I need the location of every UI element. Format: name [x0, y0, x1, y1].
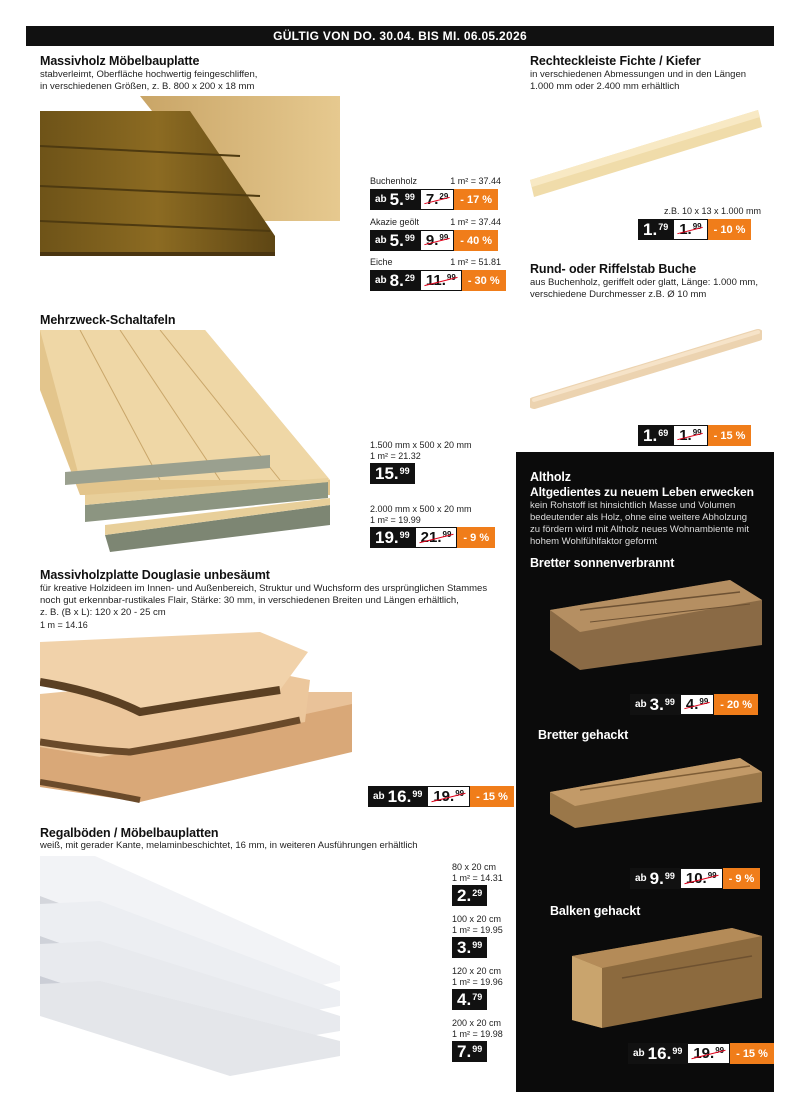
price-dec: 99	[455, 789, 465, 798]
bretter-gehackt-image	[550, 758, 762, 828]
rechteck-title: Rechteckleiste Fichte / Kiefer	[530, 54, 701, 68]
altholz-desc-line: zu fördern wird mit Altholz neues Wohnambiente mit	[530, 524, 749, 535]
discount-badge: - 9 %	[457, 527, 495, 548]
price-int: 8.	[389, 270, 404, 290]
discount-badge: - 15 %	[470, 786, 514, 807]
regal-title: Regalböden / Möbelbauplatten	[40, 826, 219, 840]
rechteck-desc-line: 1.000 mm oder 2.400 mm erhältlich	[530, 81, 680, 92]
price-tag	[370, 270, 506, 291]
price-dec: 99	[472, 1043, 483, 1054]
price-dec: 99	[692, 428, 702, 437]
price-int: 9.	[649, 868, 664, 888]
price-dec: 99	[404, 232, 415, 243]
rechteckleiste-image	[530, 105, 762, 197]
new-price	[628, 1043, 687, 1064]
douglasie-title: Massivholzplatte Douglasie unbesäumt	[40, 568, 270, 582]
massivholz-item-akazie	[370, 217, 501, 227]
altholz-desc	[530, 500, 766, 548]
price-dec: 99	[412, 788, 423, 799]
unit-price: 1 m² = 21.32	[370, 451, 421, 461]
price-int: 1.	[643, 425, 658, 445]
price-tag	[452, 885, 487, 906]
regal-2-info	[452, 914, 503, 936]
new-price	[370, 463, 415, 484]
new-price	[452, 885, 487, 906]
discount-badge: - 15 %	[708, 425, 752, 446]
massivholz-desc	[40, 69, 257, 93]
rechteck-size: z.B. 10 x 13 x 1.000 mm	[663, 206, 761, 216]
unit-price: 1 m² = 51.81	[450, 257, 501, 267]
regal-desc: weiß, mit gerader Kante, melaminbeschichtet, 16 mm, in weiteren Ausführungen erhältlich	[40, 840, 418, 851]
unit-price: 1 m² = 19.95	[452, 925, 503, 935]
mehrzweck-title: Mehrzweck-Schaltafeln	[40, 313, 176, 327]
discount-badge: - 20 %	[714, 694, 758, 715]
price-dec: 99	[672, 1045, 683, 1056]
douglasie-desc-line: z. B. (B x L): 120 x 20 - 25 cm	[40, 607, 166, 618]
price-dec: 69	[658, 427, 669, 438]
price-dec: 99	[399, 529, 410, 540]
unit-price: 1 m² = 19.96	[452, 977, 503, 987]
item-name: Akazie geölt	[370, 217, 420, 227]
price-dec: 79	[472, 991, 483, 1002]
price-tag	[630, 868, 760, 889]
price-int: 1.	[679, 221, 692, 238]
altholz-item-1-name: Bretter sonnenverbrannt	[530, 556, 675, 570]
price-int: 7.	[425, 191, 439, 208]
price-tag	[370, 463, 415, 484]
massivholz-item-eiche	[370, 257, 501, 267]
old-price	[673, 219, 707, 240]
price-tag	[370, 189, 498, 210]
price-dec: 29	[472, 887, 483, 898]
price-dec: 99	[439, 233, 449, 242]
discount-badge: - 17 %	[454, 189, 498, 210]
price-dec: 99	[404, 191, 415, 202]
ab-label: ab	[635, 699, 647, 710]
old-price	[415, 527, 458, 548]
price-int: 19.	[375, 527, 399, 547]
item-size: 80 x 20 cm	[452, 862, 497, 872]
price-tag	[630, 694, 758, 715]
altholz-title: Altholz	[530, 470, 571, 484]
bretter-sonnenverbrannt-image	[550, 580, 762, 670]
altholz-desc-line: kein Rohstoff ist hinsichtlich Masse und Volumen	[530, 500, 736, 511]
old-price	[680, 694, 714, 715]
item-size: 120 x 20 cm	[452, 966, 502, 976]
price-int: 9.	[425, 232, 439, 249]
rundstab-image	[530, 325, 762, 413]
old-price	[687, 1043, 730, 1064]
douglasie-unit-price: 1 m = 14.16	[40, 620, 88, 630]
item-name: Eiche	[370, 257, 393, 267]
price-dec: 29	[404, 272, 415, 283]
price-int: 4.	[685, 696, 699, 713]
price-dec: 99	[692, 222, 702, 231]
new-price	[630, 694, 680, 715]
new-price	[638, 425, 673, 446]
schaltafel-2-info	[370, 504, 472, 526]
old-price	[420, 230, 454, 251]
rund-desc	[530, 277, 758, 301]
old-price	[420, 270, 462, 291]
old-price	[427, 786, 470, 807]
discount-badge: - 10 %	[708, 219, 752, 240]
schaltafeln-image	[40, 330, 335, 552]
price-int: 7.	[457, 1041, 472, 1061]
price-int: 16.	[387, 786, 412, 806]
discount-badge: - 15 %	[730, 1043, 774, 1064]
massivholz-desc-line: in verschiedenen Größen, z. B. 800 x 200 x 18 mm	[40, 81, 255, 92]
ab-label: ab	[375, 275, 387, 286]
unit-price: 1 m² = 37.44	[450, 217, 501, 227]
altholz-subtitle: Altgedientes zu neuem Leben erwecken	[530, 485, 754, 499]
altholz-panel	[516, 452, 774, 1092]
new-price	[370, 270, 420, 291]
new-price	[638, 219, 673, 240]
item-size: 200 x 20 cm	[452, 1018, 502, 1028]
item-size: 2.000 mm x 500 x 20 mm	[370, 504, 472, 514]
ab-label: ab	[375, 194, 387, 205]
price-tag	[368, 786, 514, 807]
price-dec: 99	[707, 871, 717, 880]
price-int: 3.	[457, 937, 472, 957]
douglasie-desc-line: für kreative Holzideen im Innen- und Außenbereich, Struktur und Wuchsform des ursprünglichen Stammes	[40, 583, 488, 594]
regalboeden-image	[40, 856, 345, 1078]
massivholz-desc-line: stabverleimt, Oberfläche hochwertig feingeschliffen,	[40, 69, 258, 80]
new-price	[368, 786, 427, 807]
ab-label: ab	[375, 235, 387, 246]
price-int: 21.	[420, 529, 442, 546]
price-tag	[638, 425, 751, 446]
unit-price: 1 m² = 37.44	[450, 176, 501, 186]
price-int: 10.	[685, 870, 707, 887]
altholz-item-2-name: Bretter gehackt	[538, 728, 629, 742]
old-price	[673, 425, 707, 446]
price-int: 19.	[693, 1045, 715, 1062]
rund-desc-line: aus Buchenholz, geriffelt oder glatt, Länge: 1.000 mm,	[530, 277, 758, 288]
price-dec: 29	[439, 192, 449, 201]
price-int: 16.	[647, 1043, 672, 1063]
price-dec: 99	[446, 273, 456, 282]
rund-desc-line: verschiedene Durchmesser z.B. Ø 10 mm	[530, 289, 707, 300]
price-tag	[452, 937, 487, 958]
balken-gehackt-image	[572, 928, 762, 1028]
rund-title: Rund- oder Riffelstab Buche	[530, 262, 697, 276]
price-tag	[370, 230, 498, 251]
price-dec: 99	[699, 697, 709, 706]
price-tag	[638, 219, 751, 240]
regal-3-info	[452, 966, 503, 988]
massivholz-board-image	[40, 96, 360, 296]
rechteck-desc	[530, 69, 746, 93]
douglasie-desc	[40, 583, 487, 619]
price-int: 2.	[457, 885, 472, 905]
altholz-desc-line: bedeutender als Holz, ohne eine weitere Abholzung	[530, 512, 748, 523]
altholz-desc-line: hohem Wohlfühlfaktor geformt	[530, 536, 658, 547]
massivholz-item-buchenholz	[370, 176, 501, 186]
discount-badge: - 40 %	[454, 230, 498, 251]
old-price	[680, 868, 723, 889]
validity-banner: GÜLTIG VON DO. 30.04. BIS MI. 06.05.2026	[26, 26, 774, 46]
new-price	[452, 1041, 487, 1062]
new-price	[370, 230, 420, 251]
price-dec: 99	[664, 696, 675, 707]
new-price	[370, 189, 420, 210]
price-int: 5.	[389, 230, 404, 250]
new-price	[452, 937, 487, 958]
price-dec: 99	[664, 870, 675, 881]
price-tag	[628, 1043, 774, 1064]
unit-price: 1 m² = 14.31	[452, 873, 503, 883]
price-tag	[370, 527, 495, 548]
price-dec: 99	[715, 1046, 725, 1055]
schaltafel-1-info	[370, 440, 472, 462]
price-int: 11.	[425, 272, 446, 289]
new-price	[630, 868, 680, 889]
new-price	[452, 989, 487, 1010]
item-size: 1.500 mm x 500 x 20 mm	[370, 440, 472, 450]
price-int: 4.	[457, 989, 472, 1009]
price-int: 15.	[375, 463, 399, 483]
price-int: 3.	[649, 694, 664, 714]
massivholz-title: Massivholz Möbelbauplatte	[40, 54, 200, 68]
unit-price: 1 m² = 19.99	[370, 515, 421, 525]
douglasie-slab-image	[40, 632, 355, 804]
price-int: 5.	[389, 189, 404, 209]
ab-label: ab	[633, 1048, 645, 1059]
unit-price: 1 m² = 19.98	[452, 1029, 503, 1039]
discount-badge: - 30 %	[462, 270, 506, 291]
item-size: 100 x 20 cm	[452, 914, 502, 924]
ab-label: ab	[373, 791, 385, 802]
rechteck-desc-line: in verschiedenen Abmessungen und in den Längen	[530, 69, 747, 80]
item-name: Buchenholz	[370, 176, 418, 186]
regal-4-info	[452, 1018, 503, 1040]
price-dec: 99	[472, 939, 483, 950]
discount-badge: - 9 %	[723, 868, 761, 889]
regal-1-info	[452, 862, 503, 884]
price-int: 1.	[679, 427, 692, 444]
price-dec: 99	[442, 530, 452, 539]
new-price	[370, 527, 415, 548]
price-tag	[452, 989, 487, 1010]
ab-label: ab	[635, 873, 647, 884]
price-int: 1.	[643, 219, 658, 239]
altholz-item-3-name: Balken gehackt	[550, 904, 641, 918]
price-dec: 79	[658, 221, 669, 232]
douglasie-desc-line: noch gut erkennbar-rustikales Flair, Stärke: 30 mm, in verschiedenen Breiten und Längen erhältlich,	[40, 595, 459, 606]
price-dec: 99	[399, 465, 410, 476]
old-price	[420, 189, 454, 210]
price-tag	[452, 1041, 487, 1062]
price-int: 19.	[433, 788, 455, 805]
